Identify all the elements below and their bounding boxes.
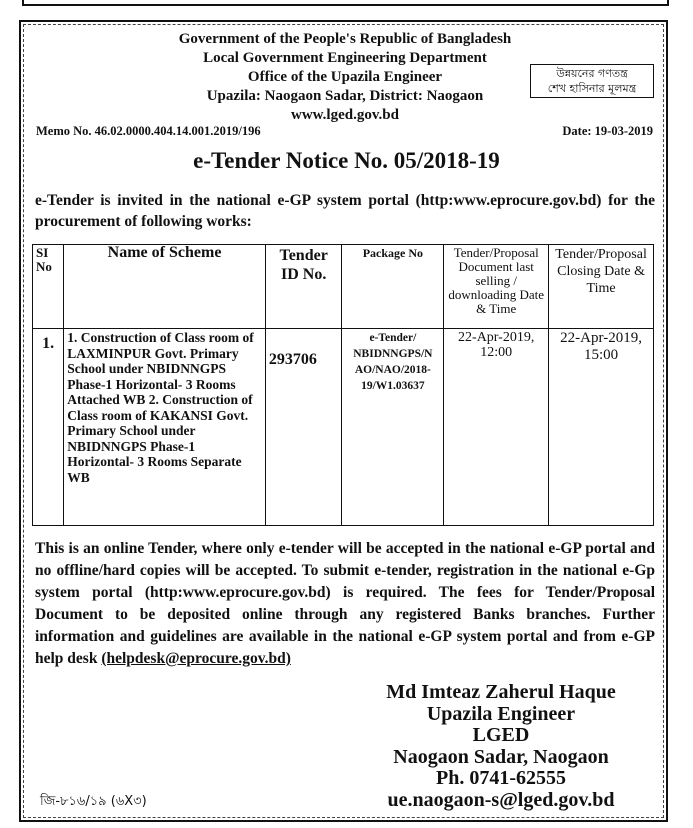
notice-date: Date: 19-03-2019 (562, 124, 653, 138)
signatory-location: Naogaon Sadar, Naogaon (393, 745, 609, 768)
helpdesk-link[interactable]: (helpdesk@eprocure.gov.bd) (101, 650, 291, 667)
publication-reference: জি-৮১৬/১৯ (৬X৩) (40, 794, 147, 809)
signatory-name: Md Imteaz Zaherul Haque (386, 681, 616, 703)
slogan-box (530, 64, 654, 98)
header-department: Local Government Engineering Department (203, 50, 487, 66)
header-selling-date: Tender/Proposal Document last selling / downloading Date & Time (444, 245, 549, 329)
row-sl: 1. (33, 329, 64, 526)
table-header-row (33, 245, 654, 329)
table-row (33, 329, 654, 526)
row-closing-date: 22-Apr-2019, 15:00 (549, 329, 654, 526)
notice-title: e-Tender Notice No. 05/2018-19 (193, 148, 500, 173)
header-tender-id: Tender ID No. (265, 245, 342, 329)
signatory-email[interactable]: ue.naogaon-s@lged.gov.bd (387, 788, 615, 811)
intro-paragraph: e-Tender is invited in the national e-GP system portal (http:www.eprocure.gov.bd) for the procurement of following works: (35, 192, 655, 230)
signatory-phone: Ph. 0741-62555 (436, 767, 566, 789)
header-government: Government of the People's Republic of Bangladesh (178, 31, 512, 47)
instructions-paragraph (35, 538, 655, 670)
header-sl: SI No (33, 245, 64, 329)
row-scheme: 1. Construction of Class room of LAXMINPUR Govt. Primary School under NBIDNNGPS Phase-1 Horizontal- 3 Rooms Attached WB 2. Construction of Class room of KAKANSI Govt. Primary School under NBIDNNGPS Phase-1 Horizontal- 3 Rooms Separate WB (64, 329, 266, 526)
row-selling-date: 22-Apr-2019, 12:00 (444, 329, 549, 526)
header-website: www.lged.gov.bd (291, 107, 399, 123)
header-package: Package No (342, 245, 444, 329)
tender-table (32, 244, 654, 526)
row-tender-id: 293706 (265, 329, 342, 526)
previous-notice-border (22, 0, 669, 6)
header-office: Office of the Upazila Engineer (247, 69, 443, 85)
office-header (120, 30, 570, 125)
header-scheme: Name of Scheme (64, 245, 266, 329)
signatory-designation: Upazila Engineer (426, 702, 576, 725)
slogan-line-1: উন্নয়নের গণতন্ত্র (556, 67, 628, 80)
row-package: e-Tender/ NBIDNNGPS/N AO/NAO/2018- 19/W1.03637 (342, 329, 444, 526)
header-closing-date: Tender/Proposal Closing Date & Time (549, 245, 654, 329)
instructions-text: This is an online Tender, where only e-tender will be accepted in the national e-GP portal and no offline/hard copies will be accepted. To submit e-tender, registration in the national e-Gp system portal (http:www.eprocure.gov.bd) is required. The fees for Tender/Proposal Document to be deposited online through any registered Banks branches. Further information and guidelines are available in the national e-GP system portal and from e-GP help desk (35, 540, 655, 667)
slogan-line-2: শেখ হাসিনার মূলমন্ত্র (547, 82, 637, 95)
signature-block (360, 682, 642, 811)
signatory-org: LGED (472, 724, 530, 746)
header-upazila: Upazila: Naogaon Sadar, District: Naogaon (206, 88, 484, 104)
memo-number: Memo No. 46.02.0000.404.14.001.2019/196 (36, 124, 261, 138)
